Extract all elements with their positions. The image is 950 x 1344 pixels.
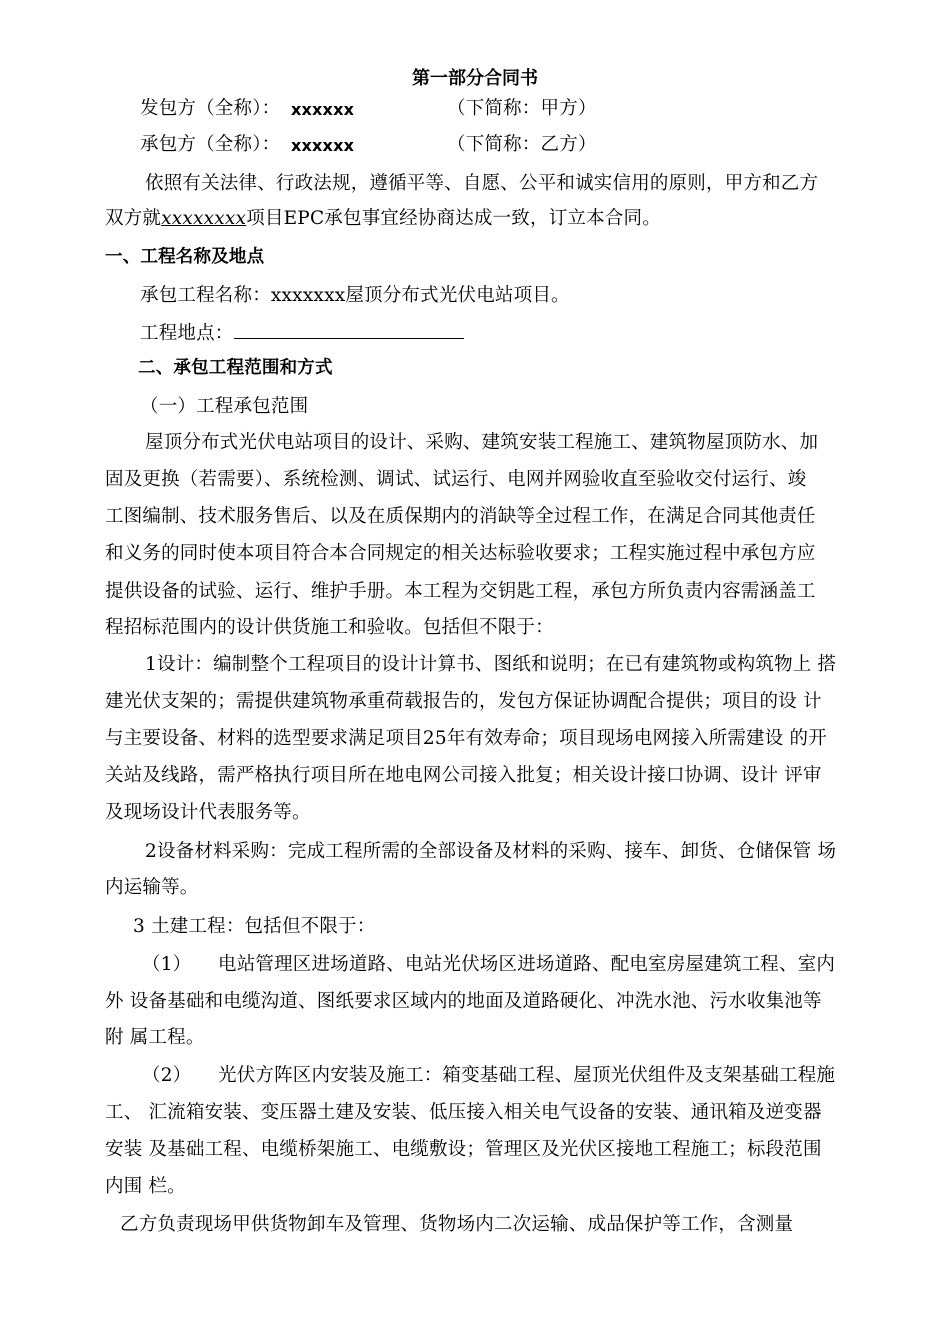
project-name-line: 承包工程名称：xxxxxxx屋顶分布式光伏电站项目。 [140, 285, 570, 306]
responsibility-line: 乙方负责现场甲供货物卸车及管理、货物场内二次运输、成品保护等工作，含测量 [120, 1214, 794, 1235]
project-site-label: 工程地点： [140, 323, 234, 344]
scope-line-4: 和义务的同时使本项目符合本合同规定的相关达标验收要求；工程实施过程中承包方应 [105, 543, 816, 564]
page-title: 第一部分合同书 [412, 68, 538, 89]
scope-subheading: （一）工程承包范围 [140, 396, 309, 417]
item-2-line-3: 安装 及基础工程、电缆桥架施工、电缆敷设；管理区及光伏区接地工程施工；标段范围 [105, 1139, 822, 1160]
employer-label: 发包方（全称）： [140, 98, 281, 119]
item-2-line-4: 内围 栏。 [105, 1176, 186, 1197]
item-1-line-3: 附 属工程。 [105, 1027, 205, 1048]
project-site-blank [234, 320, 464, 339]
project-site-line [140, 320, 464, 346]
contractor-short: （下简称：乙方） [447, 134, 597, 155]
section-1-heading: 一、工程名称及地点 [105, 247, 265, 267]
employer-short: （下简称：甲方） [447, 98, 597, 119]
scope-line-5: 提供设备的试验、运行、维护手册。本工程为交钥匙工程，承包方所负责内容需涵盖工 [105, 581, 816, 602]
intro-prefix: 双方就 [105, 208, 162, 229]
scope-line-3: 工图编制、技术服务售后、以及在质保期内的消缺等全过程工作，在满足合同其他责任 [105, 506, 816, 527]
item-2-line-1: 光伏方阵区内安装及施工：箱变基础工程、屋顶光伏组件及支架基础工程施 [218, 1065, 836, 1086]
design-line-1: 1设计：编制整个工程项目的设计计算书、图纸和说明；在已有建筑物或构筑物上 搭 [145, 654, 837, 675]
scope-line-6: 程招标范围内的设计供货施工和验收。包括但不限于： [105, 617, 554, 638]
design-line-4: 关站及线路，需严格执行项目所在地电网公司接入批复；相关设计接口协调、设计 评审 [105, 765, 822, 786]
contractor-label: 承包方（全称）： [140, 134, 281, 155]
civil-heading: 3 土建工程：包括但不限于： [133, 916, 376, 937]
item-1-number: （1） [142, 954, 192, 975]
section-2-heading: 二、承包工程范围和方式 [138, 358, 333, 378]
contractor-value: xxxxxx [291, 136, 355, 155]
item-1-line-1: 电站管理区进场道路、电站光伏场区进场道路、配电室房屋建筑工程、室内 [218, 954, 836, 975]
scope-line-2: 固及更换（若需要）、系统检测、调试、试运行、电网并网验收直至验收交付运行、竣 [105, 469, 807, 490]
intro-line-1: 依照有关法律、行政法规，遵循平等、自愿、公平和诚实信用的原则，甲方和乙方 [145, 173, 819, 194]
design-line-5: 及现场设计代表服务等。 [105, 802, 311, 823]
intro-suffix: 项目EPC承包事宜经协商达成一致，订立本合同。 [246, 208, 661, 229]
procure-line-2: 内运输等。 [105, 877, 199, 898]
employer-value: xxxxxx [291, 100, 355, 119]
scope-line-1: 屋顶分布式光伏电站项目的设计、采购、建筑安装工程施工、建筑物屋顶防水、加 [145, 432, 819, 453]
intro-line-2 [105, 207, 661, 231]
procure-line-1: 2设备材料采购：完成工程所需的全部设备及材料的采购、接车、卸货、仓储保管 场 [145, 841, 837, 862]
item-2-line-2: 工、 汇流箱安装、变压器土建及安装、低压接入相关电气设备的安装、通讯箱及逆变器 [105, 1102, 822, 1123]
project-name-placeholder: xxxxxxxx [161, 208, 247, 229]
design-line-2: 建光伏支架的；需提供建筑物承重荷载报告的，发包方保证协调配合提供；项目的设 计 [105, 691, 822, 712]
design-line-3: 与主要设备、材料的选型要求满足项目25年有效寿命；项目现场电网接入所需建设 的开 [105, 728, 827, 749]
item-1-line-2: 外 设备基础和电缆沟道、图纸要求区域内的地面及道路硬化、冲洗水池、污水收集池等 [105, 991, 822, 1012]
item-2-number: （2） [142, 1065, 192, 1086]
